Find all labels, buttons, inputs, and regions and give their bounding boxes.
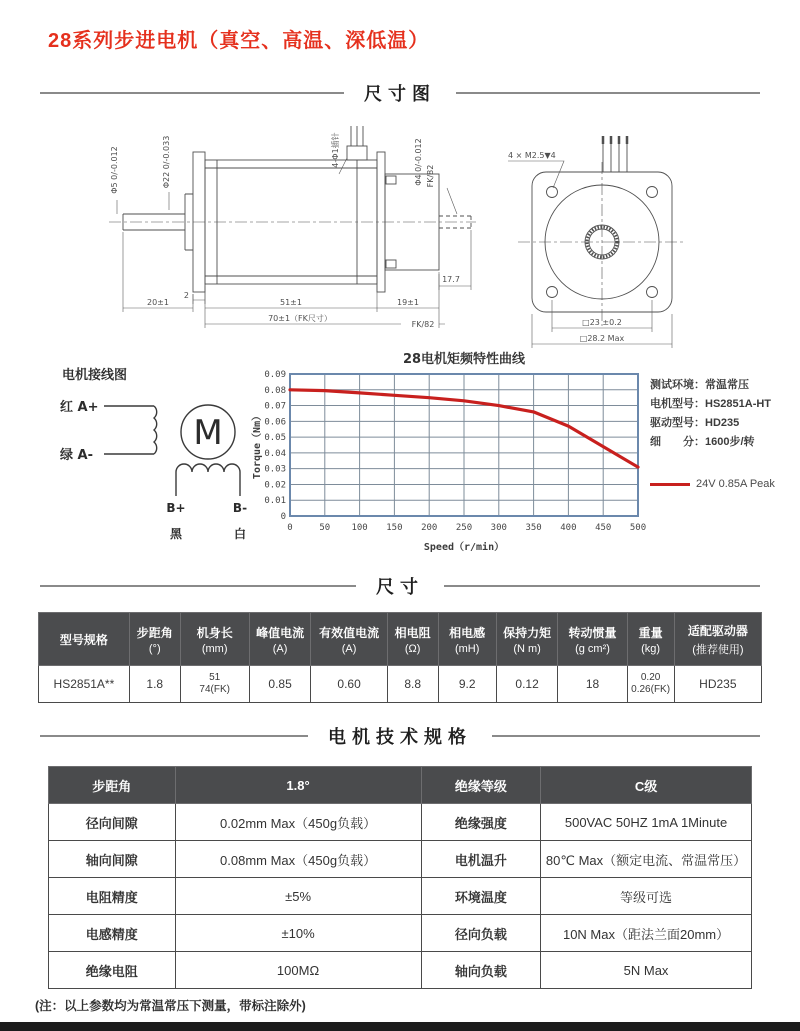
chart-title: 28电机矩频特性曲线	[402, 352, 526, 367]
dim-mount-holes: 4 × M2.5▼4	[508, 151, 556, 160]
tech-table-row	[49, 952, 752, 989]
y-tick-label: 0.03	[264, 464, 286, 475]
dim-rear-shaft-diameter: Φ4 0/-0.012	[414, 138, 423, 186]
y-axis-label: Torque（Nm）	[252, 410, 263, 480]
tech-value-cell: 100MΩ	[175, 952, 421, 989]
tech-label-cell: 绝缘等级	[421, 767, 541, 804]
spec-header-cell: 步距角 (°)	[129, 613, 180, 666]
page-title: 28系列步进电机（真空、高温、深低温）	[48, 30, 430, 52]
section-heading-tech-specs	[40, 723, 760, 749]
spec-header-cell: 机身长 (mm)	[180, 613, 249, 666]
heading-text: 电机技术规格	[328, 727, 472, 747]
dim-shaft-diameter: Φ5 0/-0.012	[110, 146, 119, 194]
tech-value-cell: 80℃ Max（额定电流、常温常压）	[541, 841, 752, 878]
spec-table-body	[39, 666, 762, 703]
chart-info-line: 驱动型号：HD235	[650, 417, 740, 429]
y-tick-label: 0.05	[264, 433, 286, 444]
wire-b-minus-color: 白	[233, 527, 247, 541]
wire-b-minus-label: B-	[232, 501, 248, 515]
dim-total-length: 70±1（FK尺寸）	[268, 314, 332, 323]
spec-value-cell: 0.12	[496, 666, 558, 703]
tech-table-row	[49, 841, 752, 878]
heading-rule-right	[456, 92, 760, 94]
tech-label-cell: 环境温度	[421, 878, 541, 915]
wiring-diagram-title: 电机接线图	[62, 367, 128, 382]
tech-value-cell: ±10%	[175, 915, 421, 952]
chart-info-line: 电机型号：HS2851A-HT	[650, 398, 772, 410]
chart-info-lines	[650, 376, 800, 452]
y-tick-label: 0.04	[264, 448, 286, 459]
heading-rule-left	[40, 735, 308, 737]
heading-text: 尺寸图	[364, 84, 436, 104]
spec-value-cell: 18	[558, 666, 627, 703]
x-tick-label: 200	[421, 523, 438, 533]
y-tick-label: 0	[280, 512, 286, 522]
dim-body-length: 51±1	[280, 298, 302, 307]
x-tick-label: 300	[490, 523, 507, 533]
motor-symbol: M	[193, 413, 223, 453]
legend-line-swatch	[650, 483, 690, 486]
dim-shaft-length: 20±1	[147, 298, 169, 307]
chart-info-line: 细 分：1600步/转	[650, 436, 755, 448]
wire-b-plus-color: 黑	[169, 527, 183, 541]
tech-value-cell: C级	[541, 767, 752, 804]
front-view-drawing	[502, 128, 702, 363]
dim-outer-square: □28.2 Max	[579, 334, 625, 343]
spec-header-cell: 型号规格	[39, 613, 130, 666]
tech-label-cell: 径向间隙	[49, 804, 176, 841]
spec-header-cell: 有效值电流 (A)	[311, 613, 387, 666]
heading-text: 尺寸	[376, 577, 424, 597]
x-tick-label: 50	[319, 523, 331, 533]
spec-value-cell: 1.8	[129, 666, 180, 703]
dim-flange-thickness: 2	[183, 291, 189, 300]
tech-label-cell: 电机温升	[421, 841, 541, 878]
wire-a-plus-label: 红 A+	[60, 400, 99, 415]
dim-rear-shaft-variant: FK/82	[426, 164, 435, 188]
heading-rule-left	[40, 92, 344, 94]
tech-label-cell: 径向负载	[421, 915, 541, 952]
spec-header-cell: 适配驱动器 (推荐使用)	[674, 613, 761, 666]
tech-spec-table	[48, 766, 752, 989]
spec-header-row	[39, 613, 762, 666]
footer-bar	[0, 1022, 800, 1031]
x-tick-label: 0	[287, 523, 293, 533]
x-tick-label: 400	[560, 523, 577, 533]
y-tick-label: 0.06	[264, 417, 286, 428]
footnote: (注：以上参数均为常温常压下测量，带标注除外)	[35, 999, 306, 1013]
spec-value-cell: 0.20 0.26(FK)	[627, 666, 674, 703]
tech-value-cell: ±5%	[175, 878, 421, 915]
tech-value-cell: 0.08mm Max（450g负载）	[175, 841, 421, 878]
tech-label-cell: 轴向负载	[421, 952, 541, 989]
section-heading-dimensions	[40, 573, 760, 599]
chart-legend	[650, 478, 800, 490]
section-heading-dimension-diagram	[40, 80, 760, 106]
wire-b-plus-label: B+	[166, 501, 186, 515]
chart-info-panel	[650, 376, 800, 490]
wire-a-minus-label: 绿 A-	[60, 448, 93, 463]
spec-header-cell: 相电感 (mH)	[438, 613, 496, 666]
x-tick-label: 350	[525, 523, 542, 533]
spec-value-cell: HS2851A**	[39, 666, 130, 703]
heading-rule-left	[40, 585, 356, 587]
dim-hole-square: □23 ±0.2	[582, 318, 622, 327]
tech-value-cell: 5N Max	[541, 952, 752, 989]
x-tick-label: 150	[386, 523, 403, 533]
chart-info-line: 测试环境：常温常压	[650, 379, 749, 391]
spec-value-cell: 0.85	[249, 666, 311, 703]
tech-table-row	[49, 804, 752, 841]
spec-header-cell: 峰值电流 (A)	[249, 613, 311, 666]
y-tick-label: 0.02	[264, 480, 286, 491]
dim-rear-extension: 19±1	[397, 298, 419, 307]
tech-label-cell: 电阻精度	[49, 878, 176, 915]
heading-rule-right	[492, 735, 760, 737]
spec-table-header	[39, 613, 762, 666]
tech-table-row	[49, 915, 752, 952]
spec-header-cell: 重量 (kg)	[627, 613, 674, 666]
spec-header-cell: 相电阻 (Ω)	[387, 613, 438, 666]
dim-rear-length: 17.7	[442, 275, 460, 284]
tech-table-row	[49, 767, 752, 804]
dim-rear-extension-variant: FK/82	[411, 320, 435, 329]
spec-value-cell: 8.8	[387, 666, 438, 703]
wiring-diagram	[58, 392, 268, 547]
tech-value-cell: 0.02mm Max（450g负载）	[175, 804, 421, 841]
tech-label-cell: 电感精度	[49, 915, 176, 952]
torque-frequency-chart	[250, 350, 648, 564]
spec-value-cell: 0.60	[311, 666, 387, 703]
tech-label-cell: 步距角	[49, 767, 176, 804]
tech-value-cell: 500VAC 50HZ 1mA 1Minute	[541, 804, 752, 841]
dim-pilot-diameter: Φ22 0/-0.033	[162, 135, 171, 189]
dim-pins-label: 4-Φ1插针	[331, 132, 340, 168]
tech-value-cell: 等级可选	[541, 878, 752, 915]
x-tick-label: 250	[455, 523, 473, 533]
spec-data-row	[39, 666, 762, 703]
side-view-drawing	[105, 118, 480, 346]
legend-label: 24V 0.85A Peak	[696, 478, 775, 490]
spec-table	[38, 612, 762, 703]
heading-rule-right	[444, 585, 760, 587]
x-axis-label: Speed（r/min）	[423, 542, 505, 553]
y-tick-label: 0.08	[264, 385, 286, 396]
tech-value-cell: 10N Max（距法兰面20mm）	[541, 915, 752, 952]
x-tick-label: 450	[595, 523, 612, 533]
tech-label-cell: 绝缘电阻	[49, 952, 176, 989]
spec-value-cell: HD235	[674, 666, 761, 703]
spec-value-cell: 9.2	[438, 666, 496, 703]
spec-value-cell: 51 74(FK)	[180, 666, 249, 703]
y-tick-label: 0.09	[264, 370, 286, 380]
spec-header-cell: 保持力矩 (N m)	[496, 613, 558, 666]
x-tick-label: 100	[351, 523, 368, 533]
y-tick-label: 0.01	[264, 496, 286, 507]
x-tick-label: 500	[629, 523, 647, 533]
tech-table-row	[49, 878, 752, 915]
tech-table-body	[49, 767, 752, 989]
tech-label-cell: 绝缘强度	[421, 804, 541, 841]
y-tick-label: 0.07	[264, 401, 286, 412]
spec-header-cell: 转动惯量 (g cm²)	[558, 613, 627, 666]
tech-value-cell: 1.8°	[175, 767, 421, 804]
tech-label-cell: 轴向间隙	[49, 841, 176, 878]
